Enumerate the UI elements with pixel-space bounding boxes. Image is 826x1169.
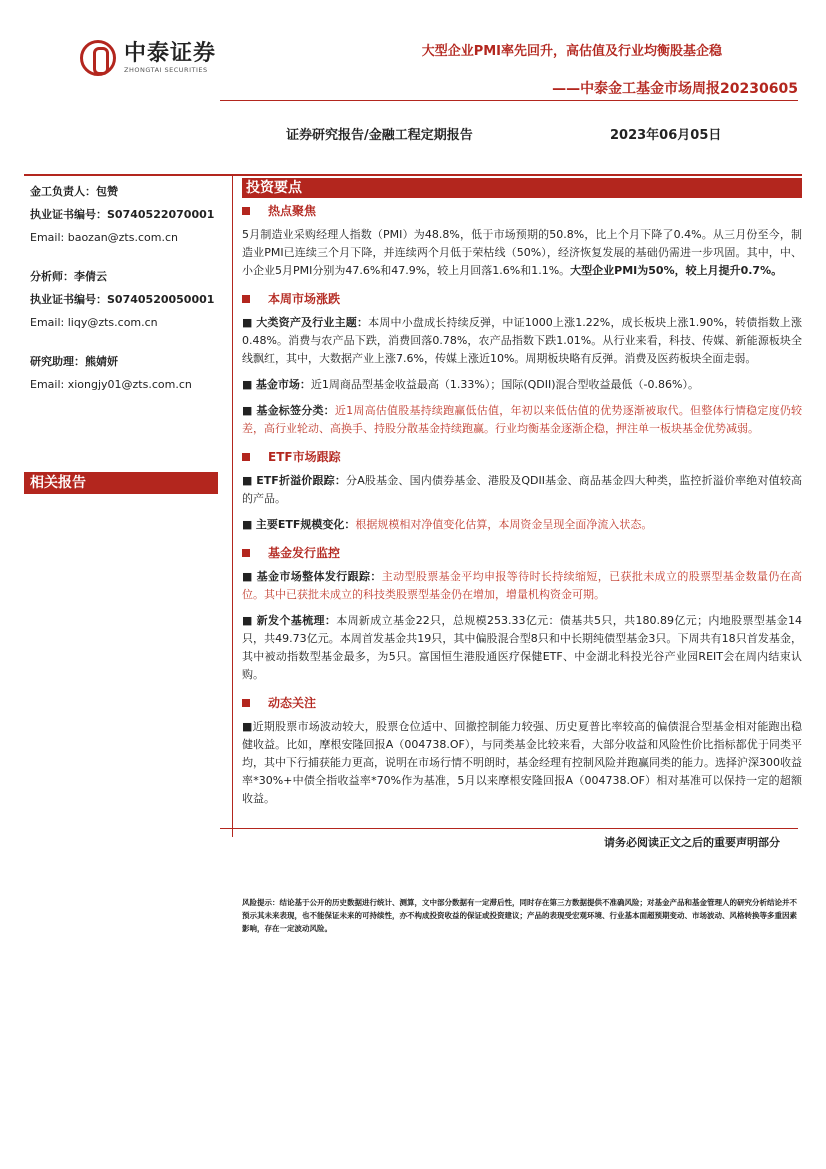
report-title: 大型企业PMI率先回升，高估值及行业均衡股基企稳 [421, 44, 722, 59]
logo-cn: 中泰证券 [124, 41, 217, 66]
top-divider [24, 174, 802, 176]
assistant-email[interactable]: Email: xiongjy01@zts.com.cn [30, 378, 192, 391]
paragraph: ■ 基金标签分类：近1周高估值股基持续跑赢低估值，年初以来低估值的优势逐渐被取代。但整体行情稳定度仍较差，高行业轮动、高换手、持股分散基金持续跑赢。行业均衡基金逐渐企稳，押注单一板块基金优势减弱。 [242, 404, 803, 435]
lead-name: 金工负责人：包赞 [30, 185, 118, 198]
company-logo [80, 40, 216, 76]
section-title: 热点聚焦 [268, 204, 317, 218]
section-etf [242, 446, 802, 468]
section-market-moves [242, 288, 802, 310]
paragraph: ■ 大类资产及行业主题：本周中小盘成长持续反弹，中证1000上涨1.22%，成长板块上涨1.90%，转债指数上涨0.48%。消费与农产品下跌，消费回落0.78%，农产品指数下跌1.01%。从行业来看，科技、传媒、新能源板块全线飘红，其中，大数据产业上涨7.6%，传媒上涨近10%。周期板块略有反弹。消费及医药板块全面走弱。 [242, 316, 802, 365]
lead-email[interactable]: Email: baozan@zts.com.cn [30, 231, 178, 244]
paragraph: ■ 基金市场整体发行跟踪：主动型股票基金平均申报等待时长持续缩短，已获批未成立的股票型基金数量仍在高位。其中已获批未成立的科技类股票型基金仍在增加，增量机构资金可期。 [242, 570, 803, 601]
section-hot-topics [242, 200, 802, 222]
analyst-email[interactable]: Email: liqy@zts.com.cn [30, 316, 158, 329]
paragraph: ■近期股票市场波动较大，股票仓位适中、回撤控制能力较强、历史夏普比率较高的偏债混合型基金相对能跑出稳健收益。比如，摩根安隆回报A（004738.OF），与同类基金比较来看，大部分收益和风险性价比指标都优于同类平均，其中下行捕获能力更高，说明在市场行情不明朗时，基金经理有控制风险并跑赢同类的能力。选择沪深300收益率*30%+中债全指收益率*70%作为基准，5月以来摩根安隆回报A（004738.OF）相对基准可以保持一定的超额收益。 [242, 720, 802, 805]
investment-highlights-heading: 投资要点 [242, 178, 802, 198]
square-bullet-icon [242, 699, 250, 707]
paragraph: ■ 基金市场：近1周商品型基金收益最高（1.33%）；国际(QDII)混合型收益最低（-0.86%）。 [242, 378, 699, 391]
section-title: 基金发行监控 [268, 546, 341, 560]
paragraph: ■ 新发个基梳理：本周新成立基金22只，总规模253.33亿元：债基共5只，共180.89亿元；内地股票型基金14只，共49.73亿元。本周首发基金共19只，其中偏股混合型8只和中长期纯债型基金3只。下周共有18只首发基金，其中被动指数型基金最多，为5只。富国恒生港股通医疗保健ETF、中金湖北科投光谷产业园REIT会在周内结束认购。 [242, 614, 802, 681]
footer-divider [220, 828, 798, 829]
square-bullet-icon [242, 453, 250, 461]
sidebar [30, 180, 220, 396]
paragraph: 5月制造业采购经理人指数（PMI）为48.8%，低于市场预期的50.8%，比上个月下降了0.4%。从三月份至今，制造业PMI已连续三个月下降，并连续两个月低于荣枯线（50%），经济恢复发展的基础仍需进一步巩固。其中，中、小企业5月PMI分别为47.6%和47.9%，较上月回落1.6%和1.1%。大型企业PMI为50%，较上月提升0.7%。 [242, 228, 802, 277]
logo-en: ZHONGTAI SECURITIES [124, 66, 208, 74]
footer-note: 请务必阅读正文之后的重要声明部分 [604, 836, 780, 849]
square-bullet-icon [242, 549, 250, 557]
square-bullet-icon [242, 295, 250, 303]
logo-icon [80, 40, 116, 76]
header-divider [220, 100, 798, 101]
report-type: 证券研究报告/金融工程定期报告 [286, 128, 473, 143]
square-bullet-icon [242, 207, 250, 215]
main-content [242, 178, 802, 816]
risk-disclaimer: 风险提示：结论基于公开的历史数据进行统计、测算，文中部分数据有一定滞后性，同时存在第三方数据提供不准确风险；对基金产品和基金管理人的研究分析结论并不预示其未来表现，也不能保证未来的可持续性，亦不构成投资收益的保证或投资建议；产品的表现受宏观环境、行业基本面超预期变动、市场波动、风格转换等多重因素影响，存在一定波动风险。 [242, 898, 797, 933]
analyst-name: 分析师：李倩云 [30, 270, 107, 283]
report-date: 2023年06月05日 [610, 128, 722, 143]
section-focus [242, 692, 802, 714]
report-subtitle: ——中泰金工基金市场周报20230605 [552, 81, 798, 97]
analyst-cert: 执业证书编号：S0740520050001 [30, 293, 215, 306]
lead-cert: 执业证书编号：S0740522070001 [30, 208, 215, 221]
section-title: ETF市场跟踪 [268, 450, 341, 464]
paragraph: ■ ETF折溢价跟踪：分A股基金、国内债券基金、港股及QDII基金、商品基金四大种类，监控折溢价率绝对值较高的产品。 [242, 474, 802, 505]
paragraph: ■ 主要ETF规模变化：根据规模相对净值变化估算，本周资金呈现全面净流入状态。 [242, 518, 653, 531]
column-divider [232, 176, 233, 837]
related-reports-heading: 相关报告 [24, 472, 218, 494]
section-fund-issuance [242, 542, 802, 564]
section-title: 本周市场涨跌 [268, 292, 341, 306]
assistant-name: 研究助理：熊婧妍 [30, 355, 118, 368]
section-title: 动态关注 [268, 696, 317, 710]
